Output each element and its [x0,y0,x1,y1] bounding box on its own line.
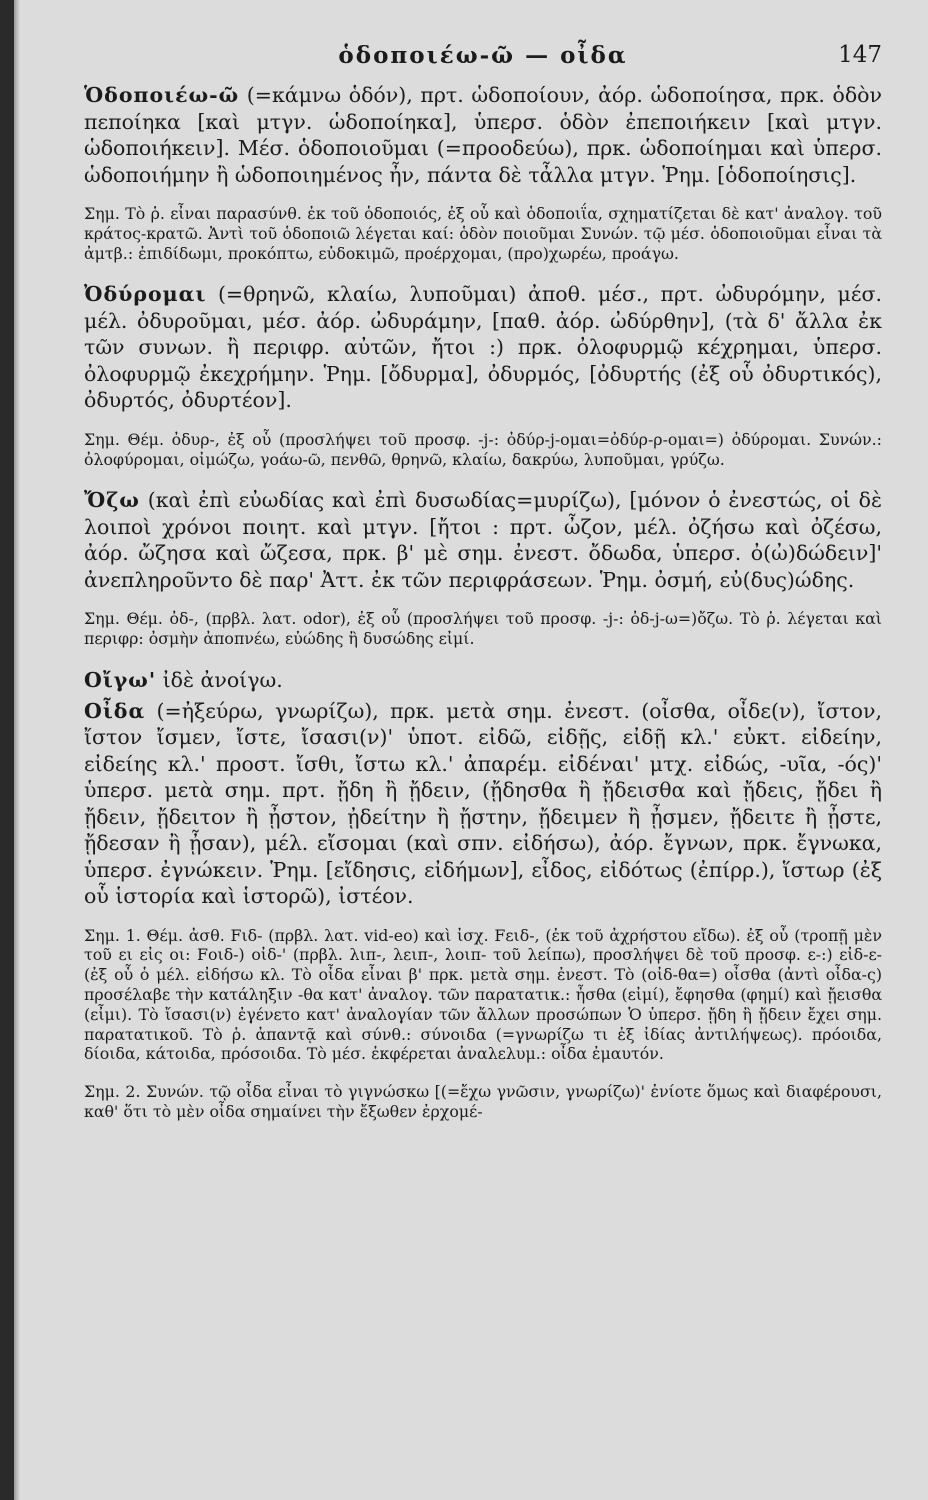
dictionary-page [14,0,928,1500]
entry-ozo [84,487,882,649]
entry-text: (=κάμνω ὁδόν), πρτ. ὡδοποίουν, ἀόρ. ὡδοποίησα, πρκ. ὁδὸν πεποίηκα [καὶ μτγν. ὡδοποίηκα], ὑπερσ. ὁδὸν ἐπεποιήκειν [καὶ μτγν. ὡδοποιήκειν]. Μέσ. ὁδοποιοῦμαι (=προοδεύω), πρκ. ὡδοποίημαι καὶ ὑπερσ. ὡδοποιήμην ἢ ὡδοποιημένος ἦν, πάντα δὲ τἆλλα μτγν. Ῥημ. [ὁδοποίησις]. [84,83,882,187]
entry-note: Σημ. Θέμ. ὀδ-, (πρβλ. λατ. odor), ἐξ οὗ (προσλήψει τοῦ προσφ. -j-: ὀδ-j-ω=)ὄζω. Τὸ ῥ. λέγεται καὶ περιφρ: ὀσμὴν ἀποπνέω, εὐώδης ἢ δυσώδης εἰμί. [84,609,882,649]
entry-body [84,667,882,694]
entry-lemma: Οἴγω' [84,668,157,693]
page-header [84,30,882,82]
entry-note: Σημ. Τὸ ῥ. εἶναι παρασύνθ. ἐκ τοῦ ὁδοποιός, ἐξ οὗ καὶ ὁδοποιΐα, σχηματίζεται δὲ κατ' ἀναλογ. τοῦ κράτος-κρατῶ. Ἀντὶ τοῦ ὁδοποιῶ λέγεται καί: ὁδὸν ποιοῦμαι Συνών. τῷ μέσ. ὁδοποιοῦμαι εἶναι τὰ ἀμτβ.: ἐπιδίδωμι, προκόπτω, εὐδοκιμῶ, προέρχομαι, (προ)χωρέω, προάγω. [84,204,882,263]
entry-text: (=θρηνῶ, κλαίω, λυποῦμαι) ἀποθ. μέσ., πρτ. ὠδυρόμην, μέσ. μέλ. ὀδυροῦμαι, μέσ. ἀόρ. ὠδυράμην, [παθ. ἀόρ. ὠδύρθην], (τὰ δ' ἄλλα ἐκ τῶν συνων. ἢ περιφρ. αὐτῶν, ἤτοι :) πρκ. ὀλοφυρμῷ κέχρημαι, ὑπερσ. ὀλοφυρμῷ ἐκεχρήμην. Ῥημ. [ὄδυρμα], ὀδυρμός, [ὀδυρτής (ἐξ οὗ ὀδυρτικός), ὀδυρτός, ὀδυρτέον]. [84,282,882,413]
entry-note: Σημ. 1. Θέμ. ἀσθ. Fιδ- (πρβλ. λατ. vid-eo) καὶ ἰσχ. Fειδ-, (ἐκ τοῦ ἀχρήστου εἴδω). ἐξ οὗ (τροπῇ μὲν τοῦ ει εἰς οι: Fοιδ-) οἰδ-' (πρβλ. λιπ-, λειπ-, λοιπ- τοῦ λείπω), προσλήψει δὲ τοῦ προσφ. ε-:) εἰδ-ε- (ἐξ οὗ ὁ μέλ. εἰδήσω κλ. Τὸ οἶδα εἶναι β' πρκ. μετὰ σημ. ἐνεστ. Τὸ (οἰδ-θα=) οἶσθα (ἀντὶ οἶδα-ς) προσέλαβε τὴν κατάληξιν -θα κατ' ἀναλογ. τῶν παρατατικ.: ἦσθα (εἰμί), ἔφησθα (φημί) καὶ ᾔεισθα (εἶμι). Τὸ ἴσασι(ν) ἐγένετο κατ' ἀναλογίαν τῶν ἄλλων προσώπων Ὁ ὑπερσ. ᾔδη ἢ ᾔδειν ἔχει σημ. παρατατικοῦ. Τὸ ῥ. ἀπαντᾷ καὶ σύνθ.: σύνοιδα (=γνωρίζω τι ἐξ ἰδίας ἀντιλήψεως). πρόοιδα, δίοιδα, κάτοιδα, πρόσοιδα. Τὸ μέσ. ἐκφέρεται ἀναλελυμ.: οἶδα ἐμαυτόν. [84,925,882,1064]
running-head: ὁδοποιέω-ῶ — οἶδα [338,42,628,69]
entry-oigo [84,667,882,694]
entry-body [84,698,882,910]
entry-text: ἰδὲ ἀνοίγω. [162,668,283,693]
entry-lemma: Οἶδα [84,698,146,723]
entry-body [84,82,882,188]
entry-lemma: Ὁδοποιέω-ῶ [84,83,240,107]
entry-odyromai [84,281,882,469]
entry-oida [84,698,882,1122]
entry-odopoieo [84,82,882,263]
entry-text: (=ἠξεύρω, γνωρίζω), πρκ. μετὰ σημ. ἐνεστ. (οἶσθα, οἶδε(ν), ἴστον, ἴστον ἴσμεν, ἴστε, ἴσασι(ν)' ὑποτ. εἰδῶ, εἰδῇς, εἰδῇ κλ.' εὐκτ. εἰδείην, εἰδείης κλ.' προστ. ἴσθι, ἴστω κλ.' ἀπαρέμ. εἰδέναι' μτχ. εἰδώς, -υῖα, -ός)' ὑπερσ. μετὰ σημ. πρτ. ᾔδη ἢ ᾔδειν, (ᾔδησθα ἢ ᾔδεισθα καὶ ᾔδεις, ᾔδει ἢ ᾔδειν, ᾔδειτον ἢ ᾖστον, ᾐδείτην ἢ ᾔστην, ᾔδειμεν ἢ ᾖσμεν, ᾔδειτε ἢ ᾖστε, ᾔδεσαν ἢ ᾖσαν), μέλ. εἴσομαι (καὶ σπν. εἰδήσω), ἀόρ. ἔγνων, πρκ. ἔγνωκα, ὑπερσ. ἐγνώκειν. Ῥημ. [εἴδησις, εἰδήμων], εἶδος, εἰδότως (ἐπίρρ.), ἵστωρ (ἐξ οὗ ἱστορία καὶ ἱστορῶ), ἰστέον. [84,698,882,909]
entry-note-2: Σημ. 2. Συνών. τῷ οἶδα εἶναι τὸ γιγνώσκω [(=ἔχω γνῶσιν, γνωρίζω)' ἐνίοτε ὅμως καὶ διαφέρουσι, καθ' ὅτι τὸ μὲν οἶδα σημαίνει τὴν ἔξωθεν ἐρχομέ- [84,1082,882,1121]
entry-lemma: Ὀδύρομαι [84,282,207,307]
page-number: 147 [838,42,882,68]
entry-body [84,281,882,414]
entry-note: Σημ. Θέμ. ὀδυρ-, ἐξ οὗ (προσλήψει τοῦ προσφ. -j-: ὀδύρ-j-ομαι=ὀδύρ-ρ-ομαι=) ὀδύρομαι. Συνών.: ὀλοφύρομαι, οἰμώζω, γοάω-ῶ, πενθῶ, θρηνῶ, κλαίω, δακρύω, λυποῦμαι, γρύζω. [84,429,882,469]
entry-text: (καὶ ἐπὶ εὐωδίας καὶ ἐπὶ δυσωδίας=μυρίζω), [μόνον ὁ ἐνεστώς, οἱ δὲ λοιποὶ χρόνοι ποιητ. καὶ μτγν. [ἤτοι : πρτ. ὦζον, μέλ. ὀζήσω καὶ ὀζέσω, ἀόρ. ὤζησα καὶ ὤζεσα, πρκ. β' μὲ σημ. ἐνεστ. ὄδωδα, ὑπερσ. ὀ(ὠ)δώδειν]' ἀνεπληροῦντο δὲ παρ' Ἀττ. ἐκ τῶν περιφράσεων. Ῥημ. ὀσμή, εὐ(δυς)ώδης. [84,488,882,592]
entry-body [84,487,882,593]
entry-lemma: Ὄζω [84,488,140,513]
